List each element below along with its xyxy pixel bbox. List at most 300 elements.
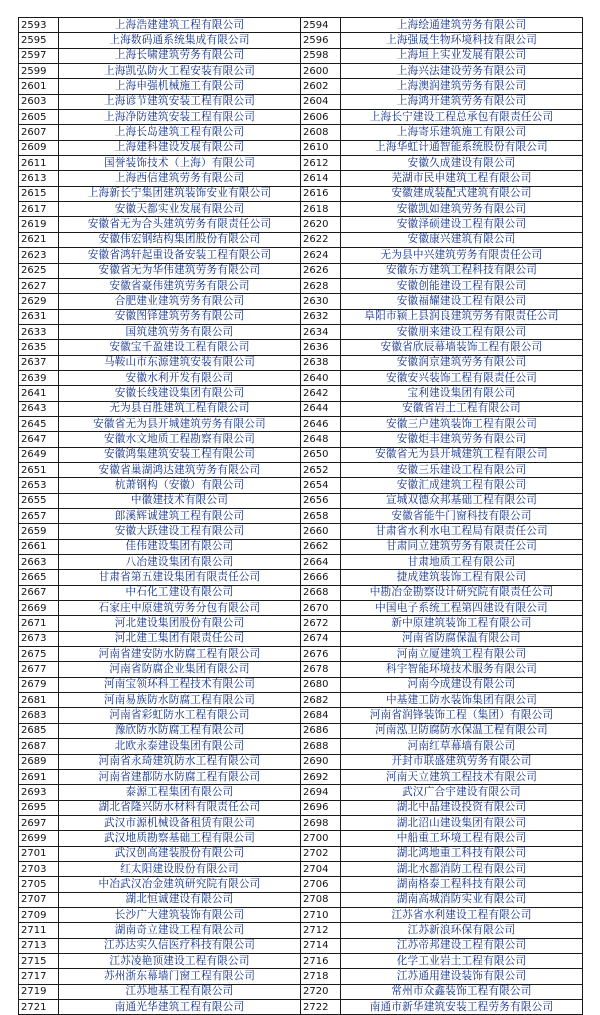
right-company-name: 河南泓卫防腐防水保温工程有限公司 — [341, 723, 583, 738]
table-row — [19, 79, 583, 94]
table-row — [19, 48, 583, 63]
table-row — [19, 907, 583, 922]
right-entry-number: 2670 — [301, 601, 341, 616]
right-company-name: 河南省润锋装饰工程（集团）有限公司 — [341, 708, 583, 723]
table-row — [19, 984, 583, 999]
table-row — [19, 938, 583, 953]
table-row — [19, 647, 583, 662]
left-entry-number: 2705 — [19, 877, 59, 892]
left-entry-number: 2611 — [19, 156, 59, 171]
right-company-name: 河南红草幕墙有限公司 — [341, 739, 583, 754]
table-row — [19, 693, 583, 708]
left-company-name: 北欧永泰建设集团有限公司 — [59, 739, 301, 754]
right-company-name: 安徽创能建设工程有限公司 — [341, 278, 583, 293]
table-row — [19, 355, 583, 370]
table-row — [19, 370, 583, 385]
table-row — [19, 815, 583, 830]
left-company-name: 无为县百胜建筑工程有限公司 — [59, 401, 301, 416]
left-company-name: 甘肃省第五建设集团有限责任公司 — [59, 570, 301, 585]
left-company-name: 中冶武汉冶金建筑研究院有限公司 — [59, 877, 301, 892]
left-entry-number: 2677 — [19, 662, 59, 677]
right-company-name: 河南天立建筑工程技术有限公司 — [341, 769, 583, 784]
left-company-name: 南通光华建筑工程有限公司 — [59, 1000, 301, 1015]
right-entry-number: 2680 — [301, 677, 341, 692]
left-company-name: 安徽省豪伟建筑劳务有限公司 — [59, 278, 301, 293]
right-company-name: 湖北鸿地重工科技有限公司 — [341, 846, 583, 861]
right-company-name: 安徽凯如建筑劳务有限公司 — [341, 202, 583, 217]
right-company-name: 湖北中晶建设投资有限公司 — [341, 800, 583, 815]
left-entry-number: 2675 — [19, 647, 59, 662]
left-company-name: 郎溪辉诚建筑工程有限公司 — [59, 509, 301, 524]
left-entry-number: 2599 — [19, 64, 59, 79]
left-company-name: 八冶建设集团有限公司 — [59, 555, 301, 570]
right-company-name: 上海寄乐建筑施工有限公司 — [341, 125, 583, 140]
table-row — [19, 340, 583, 355]
table-row — [19, 33, 583, 48]
right-entry-number: 2682 — [301, 693, 341, 708]
right-entry-number: 2686 — [301, 723, 341, 738]
left-company-name: 红太阳建设股份有限公司 — [59, 861, 301, 876]
right-company-name: 安徽三户建筑装饰工程有限公司 — [341, 416, 583, 431]
left-entry-number: 2645 — [19, 416, 59, 431]
table-row — [19, 785, 583, 800]
left-company-name: 安徽鸿集建筑安装工程有限公司 — [59, 447, 301, 462]
left-company-name: 武汉市源机械设备租赁有限公司 — [59, 815, 301, 830]
table-row — [19, 416, 583, 431]
right-company-name: 甘肃省水利水电工程局有限责任公司 — [341, 524, 583, 539]
right-entry-number: 2702 — [301, 846, 341, 861]
right-entry-number: 2644 — [301, 401, 341, 416]
left-entry-number: 2661 — [19, 539, 59, 554]
table-row — [19, 186, 583, 201]
right-entry-number: 2600 — [301, 64, 341, 79]
left-company-name: 武汉地质勘察基础工程有限公司 — [59, 831, 301, 846]
table-row — [19, 94, 583, 109]
right-entry-number: 2624 — [301, 248, 341, 263]
left-entry-number: 2663 — [19, 555, 59, 570]
left-entry-number: 2717 — [19, 969, 59, 984]
left-company-name: 湖北恒诚建设有限公司 — [59, 892, 301, 907]
left-company-name: 石家庄中原建筑劳务分包有限公司 — [59, 601, 301, 616]
left-entry-number: 2601 — [19, 79, 59, 94]
left-entry-number: 2631 — [19, 309, 59, 324]
right-entry-number: 2660 — [301, 524, 341, 539]
right-entry-number: 2654 — [301, 478, 341, 493]
left-company-name: 中石化工建设有限公司 — [59, 585, 301, 600]
right-entry-number: 2658 — [301, 509, 341, 524]
right-entry-number: 2648 — [301, 432, 341, 447]
left-entry-number: 2639 — [19, 370, 59, 385]
right-entry-number: 2618 — [301, 202, 341, 217]
right-entry-number: 2718 — [301, 969, 341, 984]
right-entry-number: 2664 — [301, 555, 341, 570]
right-entry-number: 2662 — [301, 539, 341, 554]
right-entry-number: 2622 — [301, 232, 341, 247]
left-company-name: 上海谚节建筑安装工程有限公司 — [59, 94, 301, 109]
table-row — [19, 616, 583, 631]
left-company-name: 马鞍山市东源建筑安装有限公司 — [59, 355, 301, 370]
left-entry-number: 2721 — [19, 1000, 59, 1015]
left-entry-number: 2595 — [19, 33, 59, 48]
right-entry-number: 2716 — [301, 953, 341, 968]
right-company-name: 宝利建设集团有限公司 — [341, 386, 583, 401]
left-entry-number: 2657 — [19, 509, 59, 524]
left-entry-number: 2619 — [19, 217, 59, 232]
left-entry-number: 2683 — [19, 708, 59, 723]
table-row — [19, 202, 583, 217]
table-row — [19, 800, 583, 815]
table-row — [19, 555, 583, 570]
right-company-name: 安徽省岩土工程有限公司 — [341, 401, 583, 416]
left-entry-number: 2655 — [19, 493, 59, 508]
left-company-name: 上海西信建筑劳务有限公司 — [59, 171, 301, 186]
table-row — [19, 309, 583, 324]
right-entry-number: 2698 — [301, 815, 341, 830]
right-entry-number: 2722 — [301, 1000, 341, 1015]
right-entry-number: 2630 — [301, 294, 341, 309]
table-row — [19, 677, 583, 692]
right-company-name: 河南今成建设有限公司 — [341, 677, 583, 692]
left-company-name: 上海长岛建筑工程有限公司 — [59, 125, 301, 140]
left-company-name: 合肥建业建筑劳务有限公司 — [59, 294, 301, 309]
left-entry-number: 2605 — [19, 110, 59, 125]
table-row — [19, 171, 583, 186]
table-row — [19, 232, 583, 247]
left-entry-number: 2691 — [19, 769, 59, 784]
left-entry-number: 2647 — [19, 432, 59, 447]
right-entry-number: 2614 — [301, 171, 341, 186]
right-company-name: 安徽福耀建设工程有限公司 — [341, 294, 583, 309]
left-entry-number: 2711 — [19, 923, 59, 938]
right-company-name: 江苏新浪环保有限公司 — [341, 923, 583, 938]
left-entry-number: 2603 — [19, 94, 59, 109]
left-entry-number: 2719 — [19, 984, 59, 999]
right-entry-number: 2604 — [301, 94, 341, 109]
table-row — [19, 386, 583, 401]
left-company-name: 安徽图铎建筑劳务有限公司 — [59, 309, 301, 324]
table-row — [19, 263, 583, 278]
left-company-name: 上海申强机械施工有限公司 — [59, 79, 301, 94]
right-company-name: 上海澳润建筑劳务有限公司 — [341, 79, 583, 94]
right-entry-number: 2594 — [301, 18, 341, 33]
left-entry-number: 2665 — [19, 570, 59, 585]
right-company-name: 阜阳市颍上县润良建筑劳务有限责任公司 — [341, 309, 583, 324]
left-entry-number: 2621 — [19, 232, 59, 247]
right-company-name: 安徽省无为县开城建筑工程有限公司 — [341, 447, 583, 462]
left-entry-number: 2597 — [19, 48, 59, 63]
left-entry-number: 2653 — [19, 478, 59, 493]
right-company-name: 河南省防腐保温有限公司 — [341, 631, 583, 646]
right-entry-number: 2668 — [301, 585, 341, 600]
right-company-name: 安徽朋来建设工程有限公司 — [341, 324, 583, 339]
right-company-name: 安徽泽硕建设工程有限公司 — [341, 217, 583, 232]
table-row — [19, 585, 583, 600]
left-entry-number: 2623 — [19, 248, 59, 263]
left-entry-number: 2679 — [19, 677, 59, 692]
right-company-name: 安徽三乐建设工程有限公司 — [341, 462, 583, 477]
left-entry-number: 2689 — [19, 754, 59, 769]
right-entry-number: 2710 — [301, 907, 341, 922]
table-row — [19, 248, 583, 263]
table-row — [19, 432, 583, 447]
left-company-name: 苏州浙东幕墙门窗工程有限公司 — [59, 969, 301, 984]
right-company-name: 湖南格泰工程科技有限公司 — [341, 877, 583, 892]
left-company-name: 长沙广大建筑装饰有限公司 — [59, 907, 301, 922]
right-company-name: 江苏帝邦建设工程有限公司 — [341, 938, 583, 953]
left-company-name: 河南省建都防水防腐工程有限公司 — [59, 769, 301, 784]
left-company-name: 河南易族防水防腐工程有限公司 — [59, 693, 301, 708]
right-company-name: 上海兴法建设劳务有限公司 — [341, 64, 583, 79]
right-company-name: 甘肃同立建筑劳务有限责任公司 — [341, 539, 583, 554]
table-row — [19, 923, 583, 938]
left-company-name: 泰源工程集团有限公司 — [59, 785, 301, 800]
table-row — [19, 493, 583, 508]
right-company-name: 捷成建筑装饰工程有限公司 — [341, 570, 583, 585]
left-company-name: 安徽长线建设集团有限公司 — [59, 386, 301, 401]
left-company-name: 安徽省无为县开城建筑劳务有限公司 — [59, 416, 301, 431]
right-company-name: 安徽汇成建筑工程有限公司 — [341, 478, 583, 493]
table-row — [19, 892, 583, 907]
table-row — [19, 601, 583, 616]
table-row — [19, 877, 583, 892]
right-entry-number: 2636 — [301, 340, 341, 355]
left-entry-number: 2693 — [19, 785, 59, 800]
right-entry-number: 2678 — [301, 662, 341, 677]
left-entry-number: 2613 — [19, 171, 59, 186]
right-company-name: 常州市众鑫装饰工程有限公司 — [341, 984, 583, 999]
left-entry-number: 2643 — [19, 401, 59, 416]
right-entry-number: 2598 — [301, 48, 341, 63]
left-company-name: 河北建设集团股份有限公司 — [59, 616, 301, 631]
right-company-name: 武汉广合宇建设有限公司 — [341, 785, 583, 800]
right-company-name: 安徽久成建设有限公司 — [341, 156, 583, 171]
right-company-name: 中基建工防水装饰集团有限公司 — [341, 693, 583, 708]
right-entry-number: 2666 — [301, 570, 341, 585]
right-entry-number: 2634 — [301, 324, 341, 339]
right-company-name: 安徽东方建筑工程科技有限公司 — [341, 263, 583, 278]
right-entry-number: 2700 — [301, 831, 341, 846]
right-company-name: 江苏通用建设装饰有限公司 — [341, 969, 583, 984]
left-entry-number: 2635 — [19, 340, 59, 355]
right-entry-number: 2712 — [301, 923, 341, 938]
right-company-name: 安徽安兴装饰工程有限责任公司 — [341, 370, 583, 385]
left-company-name: 江苏凌艳顶建设工程有限公司 — [59, 953, 301, 968]
right-entry-number: 2652 — [301, 462, 341, 477]
right-entry-number: 2708 — [301, 892, 341, 907]
right-entry-number: 2672 — [301, 616, 341, 631]
left-company-name: 河北建工集团有限责任公司 — [59, 631, 301, 646]
right-company-name: 安徽建成装配式建筑有限公司 — [341, 186, 583, 201]
left-entry-number: 2709 — [19, 907, 59, 922]
left-entry-number: 2637 — [19, 355, 59, 370]
right-company-name: 上海鸿开建筑劳务有限公司 — [341, 94, 583, 109]
right-company-name: 上海绘通建筑劳务有限公司 — [341, 18, 583, 33]
left-company-name: 上海长啸建筑劳务有限公司 — [59, 48, 301, 63]
right-company-name: 安徽炬丰建筑劳务有限公司 — [341, 432, 583, 447]
table-row — [19, 769, 583, 784]
right-entry-number: 2676 — [301, 647, 341, 662]
right-company-name: 科宇智能环境技术服务有限公司 — [341, 662, 583, 677]
right-entry-number: 2714 — [301, 938, 341, 953]
right-company-name: 中国电子系统工程第四建设有限公司 — [341, 601, 583, 616]
table-row — [19, 509, 583, 524]
left-company-name: 安徽省无为华伟建筑劳务有限公司 — [59, 263, 301, 278]
right-entry-number: 2596 — [301, 33, 341, 48]
right-company-name: 安徽润京建筑劳务有限公司 — [341, 355, 583, 370]
left-company-name: 武汉创高建装股份有限公司 — [59, 846, 301, 861]
company-list-body — [19, 18, 583, 1015]
left-entry-number: 2713 — [19, 938, 59, 953]
table-row — [19, 631, 583, 646]
right-company-name: 安徽省能牛门窗科技有限公司 — [341, 509, 583, 524]
table-row — [19, 739, 583, 754]
left-company-name: 河南宝领环科工程技术有限公司 — [59, 677, 301, 692]
right-entry-number: 2690 — [301, 754, 341, 769]
table-row — [19, 462, 583, 477]
right-entry-number: 2628 — [301, 278, 341, 293]
table-row — [19, 294, 583, 309]
company-list-sheet — [18, 17, 583, 1015]
right-entry-number: 2674 — [301, 631, 341, 646]
left-company-name: 河南省彩虹防水工程有限公司 — [59, 708, 301, 723]
right-company-name: 上海垣上实业发展有限公司 — [341, 48, 583, 63]
left-entry-number: 2681 — [19, 693, 59, 708]
left-company-name: 安徽伟宏钢结构集团股份有限公司 — [59, 232, 301, 247]
left-company-name: 上海净防建筑安装工程有限公司 — [59, 110, 301, 125]
left-entry-number: 2617 — [19, 202, 59, 217]
company-list-table — [18, 17, 583, 1015]
table-row — [19, 953, 583, 968]
right-entry-number: 2694 — [301, 785, 341, 800]
right-company-name: 化学工业岩土工程有限公司 — [341, 953, 583, 968]
left-company-name: 国筑建筑劳务有限公司 — [59, 324, 301, 339]
right-entry-number: 2602 — [301, 79, 341, 94]
left-company-name: 安徽水文地质工程勘察有限公司 — [59, 432, 301, 447]
left-entry-number: 2607 — [19, 125, 59, 140]
left-entry-number: 2687 — [19, 739, 59, 754]
right-company-name: 上海华虹计通智能系统股份有限公司 — [341, 140, 583, 155]
table-row — [19, 447, 583, 462]
right-company-name: 甘肃地质工程有限公司 — [341, 555, 583, 570]
right-entry-number: 2704 — [301, 861, 341, 876]
left-entry-number: 2641 — [19, 386, 59, 401]
right-entry-number: 2688 — [301, 739, 341, 754]
left-company-name: 江苏达实久信医疗科技有限公司 — [59, 938, 301, 953]
right-entry-number: 2612 — [301, 156, 341, 171]
left-company-name: 安徽省鸿轩起重设备安装工程有限公司 — [59, 248, 301, 263]
left-company-name: 上海新长宁集团建筑装饰安业有限公司 — [59, 186, 301, 201]
right-company-name: 南通市新华建筑安装工程劳务有限公司 — [341, 1000, 583, 1015]
right-entry-number: 2684 — [301, 708, 341, 723]
right-company-name: 湖北水都消防工程有限公司 — [341, 861, 583, 876]
table-row — [19, 539, 583, 554]
table-row — [19, 217, 583, 232]
table-row — [19, 140, 583, 155]
left-entry-number: 2701 — [19, 846, 59, 861]
left-entry-number: 2593 — [19, 18, 59, 33]
right-company-name: 中勘冶金勘察设计研究院有限责任公司 — [341, 585, 583, 600]
left-entry-number: 2673 — [19, 631, 59, 646]
table-row — [19, 278, 583, 293]
left-company-name: 上海数码通系统集成有限公司 — [59, 33, 301, 48]
left-entry-number: 2695 — [19, 800, 59, 815]
table-row — [19, 64, 583, 79]
left-company-name: 国誉装饰技术（上海）有限公司 — [59, 156, 301, 171]
table-row — [19, 708, 583, 723]
right-company-name: 湖北沼山建设集团有限公司 — [341, 815, 583, 830]
left-entry-number: 2633 — [19, 324, 59, 339]
right-company-name: 新中原建筑装饰工程有限公司 — [341, 616, 583, 631]
left-company-name: 安徽省无为合头建筑劳务有限责任公司 — [59, 217, 301, 232]
left-entry-number: 2671 — [19, 616, 59, 631]
left-company-name: 湖南奇立建设工程有限公司 — [59, 923, 301, 938]
left-company-name: 上海凯弘防火工程安装有限公司 — [59, 64, 301, 79]
left-company-name: 中徽建技术有限公司 — [59, 493, 301, 508]
table-row — [19, 478, 583, 493]
left-company-name: 安徽水利开发有限公司 — [59, 370, 301, 385]
left-entry-number: 2697 — [19, 815, 59, 830]
right-entry-number: 2692 — [301, 769, 341, 784]
right-company-name: 上海强晟生物环境科技有限公司 — [341, 33, 583, 48]
right-entry-number: 2610 — [301, 140, 341, 155]
left-entry-number: 2715 — [19, 953, 59, 968]
left-entry-number: 2699 — [19, 831, 59, 846]
left-entry-number: 2685 — [19, 723, 59, 738]
table-row — [19, 156, 583, 171]
right-entry-number: 2650 — [301, 447, 341, 462]
left-entry-number: 2703 — [19, 861, 59, 876]
right-company-name: 安徽省欣辰幕墙装饰工程有限公司 — [341, 340, 583, 355]
left-entry-number: 2649 — [19, 447, 59, 462]
left-entry-number: 2667 — [19, 585, 59, 600]
left-entry-number: 2629 — [19, 294, 59, 309]
left-company-name: 河南省防腐企业集团有限公司 — [59, 662, 301, 677]
right-entry-number: 2720 — [301, 984, 341, 999]
table-row — [19, 754, 583, 769]
right-company-name: 开封市联盛建筑劳务有限公司 — [341, 754, 583, 769]
left-company-name: 河南省永琦建筑防水工程有限公司 — [59, 754, 301, 769]
left-company-name: 湖北省隆兴防水材料有限责任公司 — [59, 800, 301, 815]
left-company-name: 佳伟建设集团有限公司 — [59, 539, 301, 554]
right-entry-number: 2606 — [301, 110, 341, 125]
left-company-name: 江苏地基工程有限公司 — [59, 984, 301, 999]
right-entry-number: 2632 — [301, 309, 341, 324]
right-entry-number: 2696 — [301, 800, 341, 815]
table-row — [19, 324, 583, 339]
left-entry-number: 2659 — [19, 524, 59, 539]
left-entry-number: 2707 — [19, 892, 59, 907]
right-company-name: 无为县中兴建筑劳务有限责任公司 — [341, 248, 583, 263]
table-row — [19, 831, 583, 846]
right-company-name: 安徽康兴建筑有限公司 — [341, 232, 583, 247]
left-entry-number: 2625 — [19, 263, 59, 278]
right-company-name: 湖南高城消防实业有限公司 — [341, 892, 583, 907]
right-entry-number: 2642 — [301, 386, 341, 401]
table-row — [19, 570, 583, 585]
right-company-name: 中船重工环境工程有限公司 — [341, 831, 583, 846]
right-entry-number: 2626 — [301, 263, 341, 278]
left-entry-number: 2615 — [19, 186, 59, 201]
right-entry-number: 2608 — [301, 125, 341, 140]
right-company-name: 上海长宁建设工程总承包有限责任公司 — [341, 110, 583, 125]
right-entry-number: 2620 — [301, 217, 341, 232]
left-company-name: 安徽天都实业发展有限公司 — [59, 202, 301, 217]
left-entry-number: 2609 — [19, 140, 59, 155]
right-company-name: 河南立厦建筑工程有限公司 — [341, 647, 583, 662]
right-entry-number: 2640 — [301, 370, 341, 385]
table-row — [19, 969, 583, 984]
left-entry-number: 2669 — [19, 601, 59, 616]
